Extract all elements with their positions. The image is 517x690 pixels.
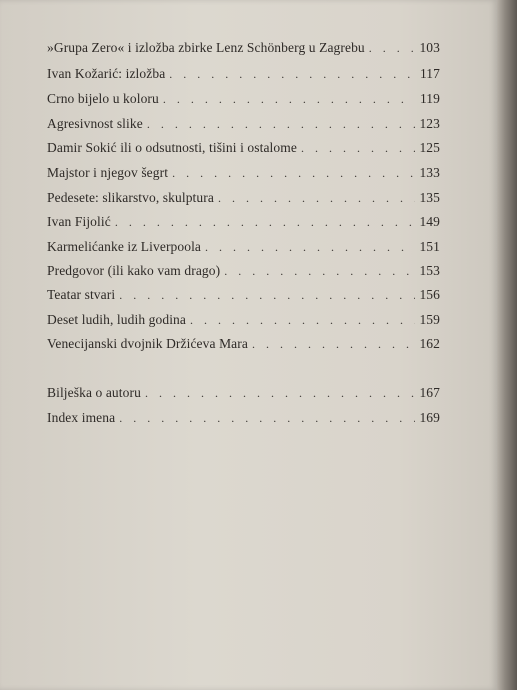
page-edge-shadow bbox=[497, 0, 517, 690]
toc-entry-title: Majstor i njegov šegrt bbox=[47, 165, 169, 180]
toc-entry-title: Karmelićanke iz Liverpoola bbox=[47, 239, 202, 254]
toc-entry-page: 159 bbox=[419, 312, 440, 327]
dot-leader bbox=[172, 166, 415, 181]
toc-entry bbox=[47, 140, 440, 160]
toc-entry bbox=[47, 336, 440, 356]
toc-entry-title: Teatar stvari bbox=[47, 287, 116, 302]
toc-entry-title: Agresivnost slike bbox=[47, 116, 143, 131]
toc-entry bbox=[47, 165, 440, 185]
toc-entry-title: Venecijanski dvojnik Držićeva Mara bbox=[47, 336, 248, 351]
toc-entry-page: 103 bbox=[419, 40, 440, 55]
toc-entry bbox=[47, 91, 440, 111]
toc-entry-page: 135 bbox=[419, 190, 440, 205]
toc-entry-page: 119 bbox=[419, 91, 440, 106]
toc-entry-title: Damir Sokić ili o odsutnosti, tišini i ostalome bbox=[47, 140, 297, 155]
dot-leader bbox=[252, 337, 415, 352]
toc-entry-title: Deset ludih, ludih godina bbox=[47, 312, 186, 327]
toc-entry-title: Predgovor (ili kako vam drago) bbox=[47, 263, 221, 278]
toc-entry bbox=[47, 190, 440, 210]
dot-leader bbox=[163, 92, 415, 107]
toc-entry-title: Bilješka o autoru bbox=[47, 385, 141, 400]
toc-entry bbox=[47, 116, 440, 136]
toc-entry-page: 153 bbox=[419, 263, 440, 278]
dot-leader bbox=[301, 141, 415, 156]
toc-appendix-entry bbox=[47, 410, 440, 430]
toc-entry bbox=[47, 263, 440, 283]
dot-leader bbox=[145, 386, 415, 401]
toc-entry-title: »Grupa Zero« i izložba zbirke Lenz Schönberg u Zagrebu bbox=[47, 40, 365, 55]
toc-entry-page: 133 bbox=[419, 165, 440, 180]
dot-leader bbox=[218, 191, 415, 206]
toc-entry-title: Crno bijelo u koloru bbox=[47, 91, 159, 106]
toc-entry-title: Ivan Fijolić bbox=[47, 214, 111, 229]
toc-entry-title: Ivan Kožarić: izložba bbox=[47, 66, 166, 81]
toc-entry-page: 156 bbox=[419, 287, 440, 302]
dot-leader bbox=[169, 67, 415, 82]
toc-entry-page: 123 bbox=[419, 116, 440, 131]
toc-entry bbox=[47, 40, 440, 60]
toc-entry-page: 117 bbox=[419, 66, 440, 81]
dot-leader bbox=[369, 41, 415, 56]
dot-leader bbox=[115, 215, 415, 230]
toc-entry-title: Index imena bbox=[47, 410, 116, 425]
toc-entry-page: 125 bbox=[419, 140, 440, 155]
toc-entry-title: Pedesete: slikarstvo, skulptura bbox=[47, 190, 214, 205]
toc-entry bbox=[47, 214, 440, 234]
dot-leader bbox=[119, 411, 415, 426]
toc-entry bbox=[47, 239, 440, 259]
toc-entry-page: 167 bbox=[419, 385, 440, 400]
toc-entry-page: 169 bbox=[419, 410, 440, 425]
toc-appendix-entry bbox=[47, 385, 440, 405]
toc-entry-page: 149 bbox=[419, 214, 440, 229]
dot-leader bbox=[224, 264, 415, 279]
toc-entry bbox=[47, 312, 440, 332]
toc-entry-page: 151 bbox=[419, 239, 440, 254]
toc-entry bbox=[47, 66, 440, 86]
toc-entry bbox=[47, 287, 440, 307]
toc-entry-page: 162 bbox=[419, 336, 440, 351]
dot-leader bbox=[147, 117, 415, 132]
dot-leader bbox=[119, 288, 415, 303]
dot-leader bbox=[205, 240, 415, 255]
dot-leader bbox=[190, 313, 415, 328]
